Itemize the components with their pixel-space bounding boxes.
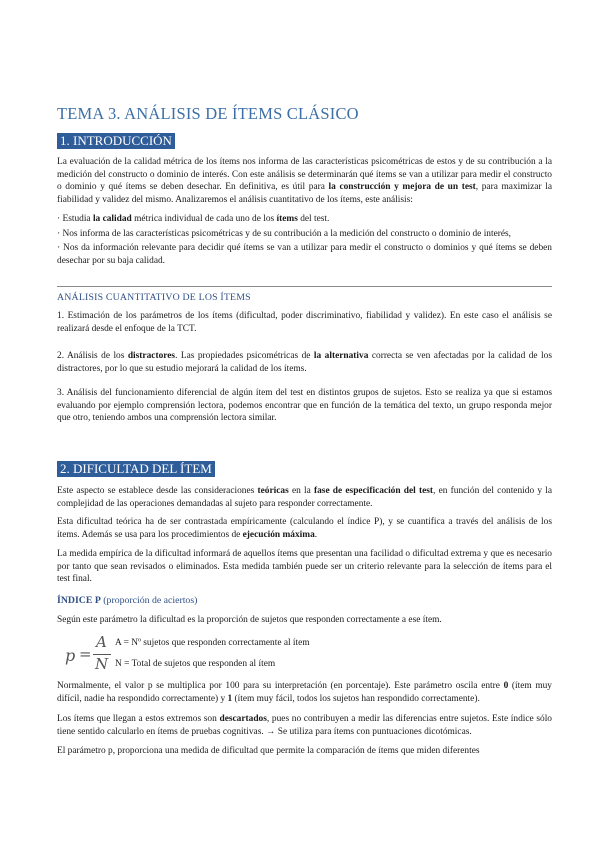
- dificultad-paragraph-3: La medida empírica de la dificultad informará de aquellos ítems que presentan una facilidad o dificultad extrema y que es necesario por tanto que sean revisados o eliminados. Esta medida también puede ser un criterio relevante para la selección de ítems para el test final.: [57, 549, 552, 585]
- bold-run: 1: [227, 693, 233, 704]
- text-run: Este aspecto se establece desde las consideraciones: [57, 486, 258, 496]
- text-run: (proporción de aciertos): [100, 595, 198, 606]
- text-run: Esta dificultad teórica ha de ser contrastada empíricamente (calculando el índice P), y se cuantifica a través del análisis de los ítems. Además se usa para los procedimientos de: [57, 517, 552, 540]
- bold-run: fase de especificación del test: [313, 486, 434, 496]
- analysis-heading: ANÁLISIS CUANTITATIVO DE LOS ÍTEMS: [57, 292, 251, 303]
- text-run: , pues no contribuyen a medir las diferencias entre sujetos. Este índice sólo tiene sentido calcularlo en ítems de pruebas cognitivas. → Se utiliza para ítems con puntuaciones dicotómicas.: [57, 714, 552, 737]
- section-heading-dificultad: 2. DIFICULTAD DEL ÍTEM: [57, 461, 215, 477]
- divider: [57, 286, 552, 287]
- bold-run: ÍNDICE P: [57, 595, 101, 606]
- bold-run: la alternativa: [313, 351, 369, 361]
- text-run: · Estudia: [57, 214, 93, 224]
- text-run: correcta se ven afectadas por la calidad de los distractores, por lo que su estudio mejorará la calidad de los ítems.: [57, 351, 552, 374]
- formula-equals: =: [79, 645, 92, 663]
- dificultad-paragraph-5: [57, 713, 552, 738]
- bold-run: ejecución máxima: [242, 529, 315, 540]
- bullet-item: [57, 213, 552, 226]
- intro-paragraph: [57, 156, 552, 206]
- text-run: (ítem muy difícil, nadie ha respondido correctamente) y: [57, 681, 552, 704]
- text-run: .: [314, 529, 318, 540]
- formula-denominator: N: [95, 655, 109, 673]
- bullet-item: · Nos informa de las características psicométricas y de su contribución a la medición del constructo o dominio de interés,: [57, 229, 512, 239]
- bold-run: descartados: [219, 714, 267, 724]
- analysis-item-1: 1. Estimación de los parámetros de los ítems (dificultad, poder discriminativo, fiabilidad y validez). En este caso el análisis se realizará desde el enfoque de la TCT.: [57, 311, 552, 334]
- text-run: (ítem muy fácil, todos los sujetos han respondido correctamente).: [232, 693, 480, 704]
- analysis-item-3: 3. Análisis del funcionamiento diferencial de algún ítem del test en distintos grupos de sujetos. Esto se realiza ya que si estamos evaluando por ejemplo comprensión lectora, podemos encontrar que en función de la temática del texto, un grupo responda mejor que otro, teniendo ambos una comprensión lectora similar.: [57, 388, 552, 424]
- text-run: , para maximizar la fiabilidad y validez del mismo. Analizaremos el análisis cuantitativo de los ítems, este análisis:: [57, 182, 552, 205]
- document-title: TEMA 3. ANÁLISIS DE ÍTEMS CLÁSICO: [57, 104, 359, 123]
- formula-p-equals-a-over-n: [65, 632, 115, 676]
- indice-p-definition: Según este parámetro la dificultad es la proporción de sujetos que responden correctamente a ese ítem.: [57, 615, 442, 625]
- dificultad-paragraph-2: [57, 516, 552, 541]
- bold-run: la construcción y mejora de un test: [328, 182, 476, 193]
- analysis-item-2: [57, 350, 552, 375]
- indice-p-heading: [57, 595, 197, 606]
- bold-run: la calidad: [92, 214, 132, 224]
- text-run: métrica individual de cada uno de los: [131, 214, 277, 224]
- formula-legend-a: A = Nº sujetos que responden correctamente al ítem: [115, 638, 310, 648]
- text-run: Los ítems que llegan a estos extremos son: [57, 714, 220, 724]
- text-run: en la: [288, 486, 314, 496]
- formula-legend-n: N = Total de sujetos que responden al ítem: [115, 659, 276, 669]
- text-run: . Las propiedades psicométricas de: [175, 351, 314, 361]
- text-run: 2. Análisis de los: [57, 351, 128, 361]
- formula-numerator: A: [96, 633, 107, 651]
- bullet-item: · Nos da información relevante para decidir qué ítems se van a utilizar para medir el constructo o dominios y qué ítems se deben desechar por su baja calidad.: [57, 243, 552, 266]
- text-run: del test.: [297, 214, 330, 224]
- dificultad-paragraph-6: El parámetro p, proporciona una medida de dificultad que permite la comparación de ítems que miden diferentes: [57, 746, 480, 756]
- bold-run: 0: [503, 681, 509, 691]
- bold-run: distractores: [127, 351, 176, 361]
- text-run: , en función del contenido y la complejidad de las operaciones demandadas al sujeto para responder correctamente.: [57, 486, 552, 509]
- formula-symbol-p: p: [65, 646, 76, 665]
- text-run: La evaluación de la calidad métrica de los ítems nos informa de las características psicométricas de estos y de su contribución a la medición del constructo o dominio de interés. Con este análisis se determinarán qué ítems se van a utilizar para medir el constructo o dominio y qué ítems se deben desechar. En definitiva, es útil para: [57, 157, 552, 193]
- dificultad-paragraph-1: [57, 485, 552, 510]
- bold-run: teóricas: [257, 486, 289, 496]
- text-run: Normalmente, el valor p se multiplica por 100 para su interpretación (en porcentaje). Este parámetro oscila entre: [57, 681, 504, 691]
- bold-run: ítems: [276, 214, 298, 224]
- section-heading-introduccion: 1. INTRODUCCIÓN: [57, 133, 175, 149]
- dificultad-paragraph-4: [57, 680, 552, 705]
